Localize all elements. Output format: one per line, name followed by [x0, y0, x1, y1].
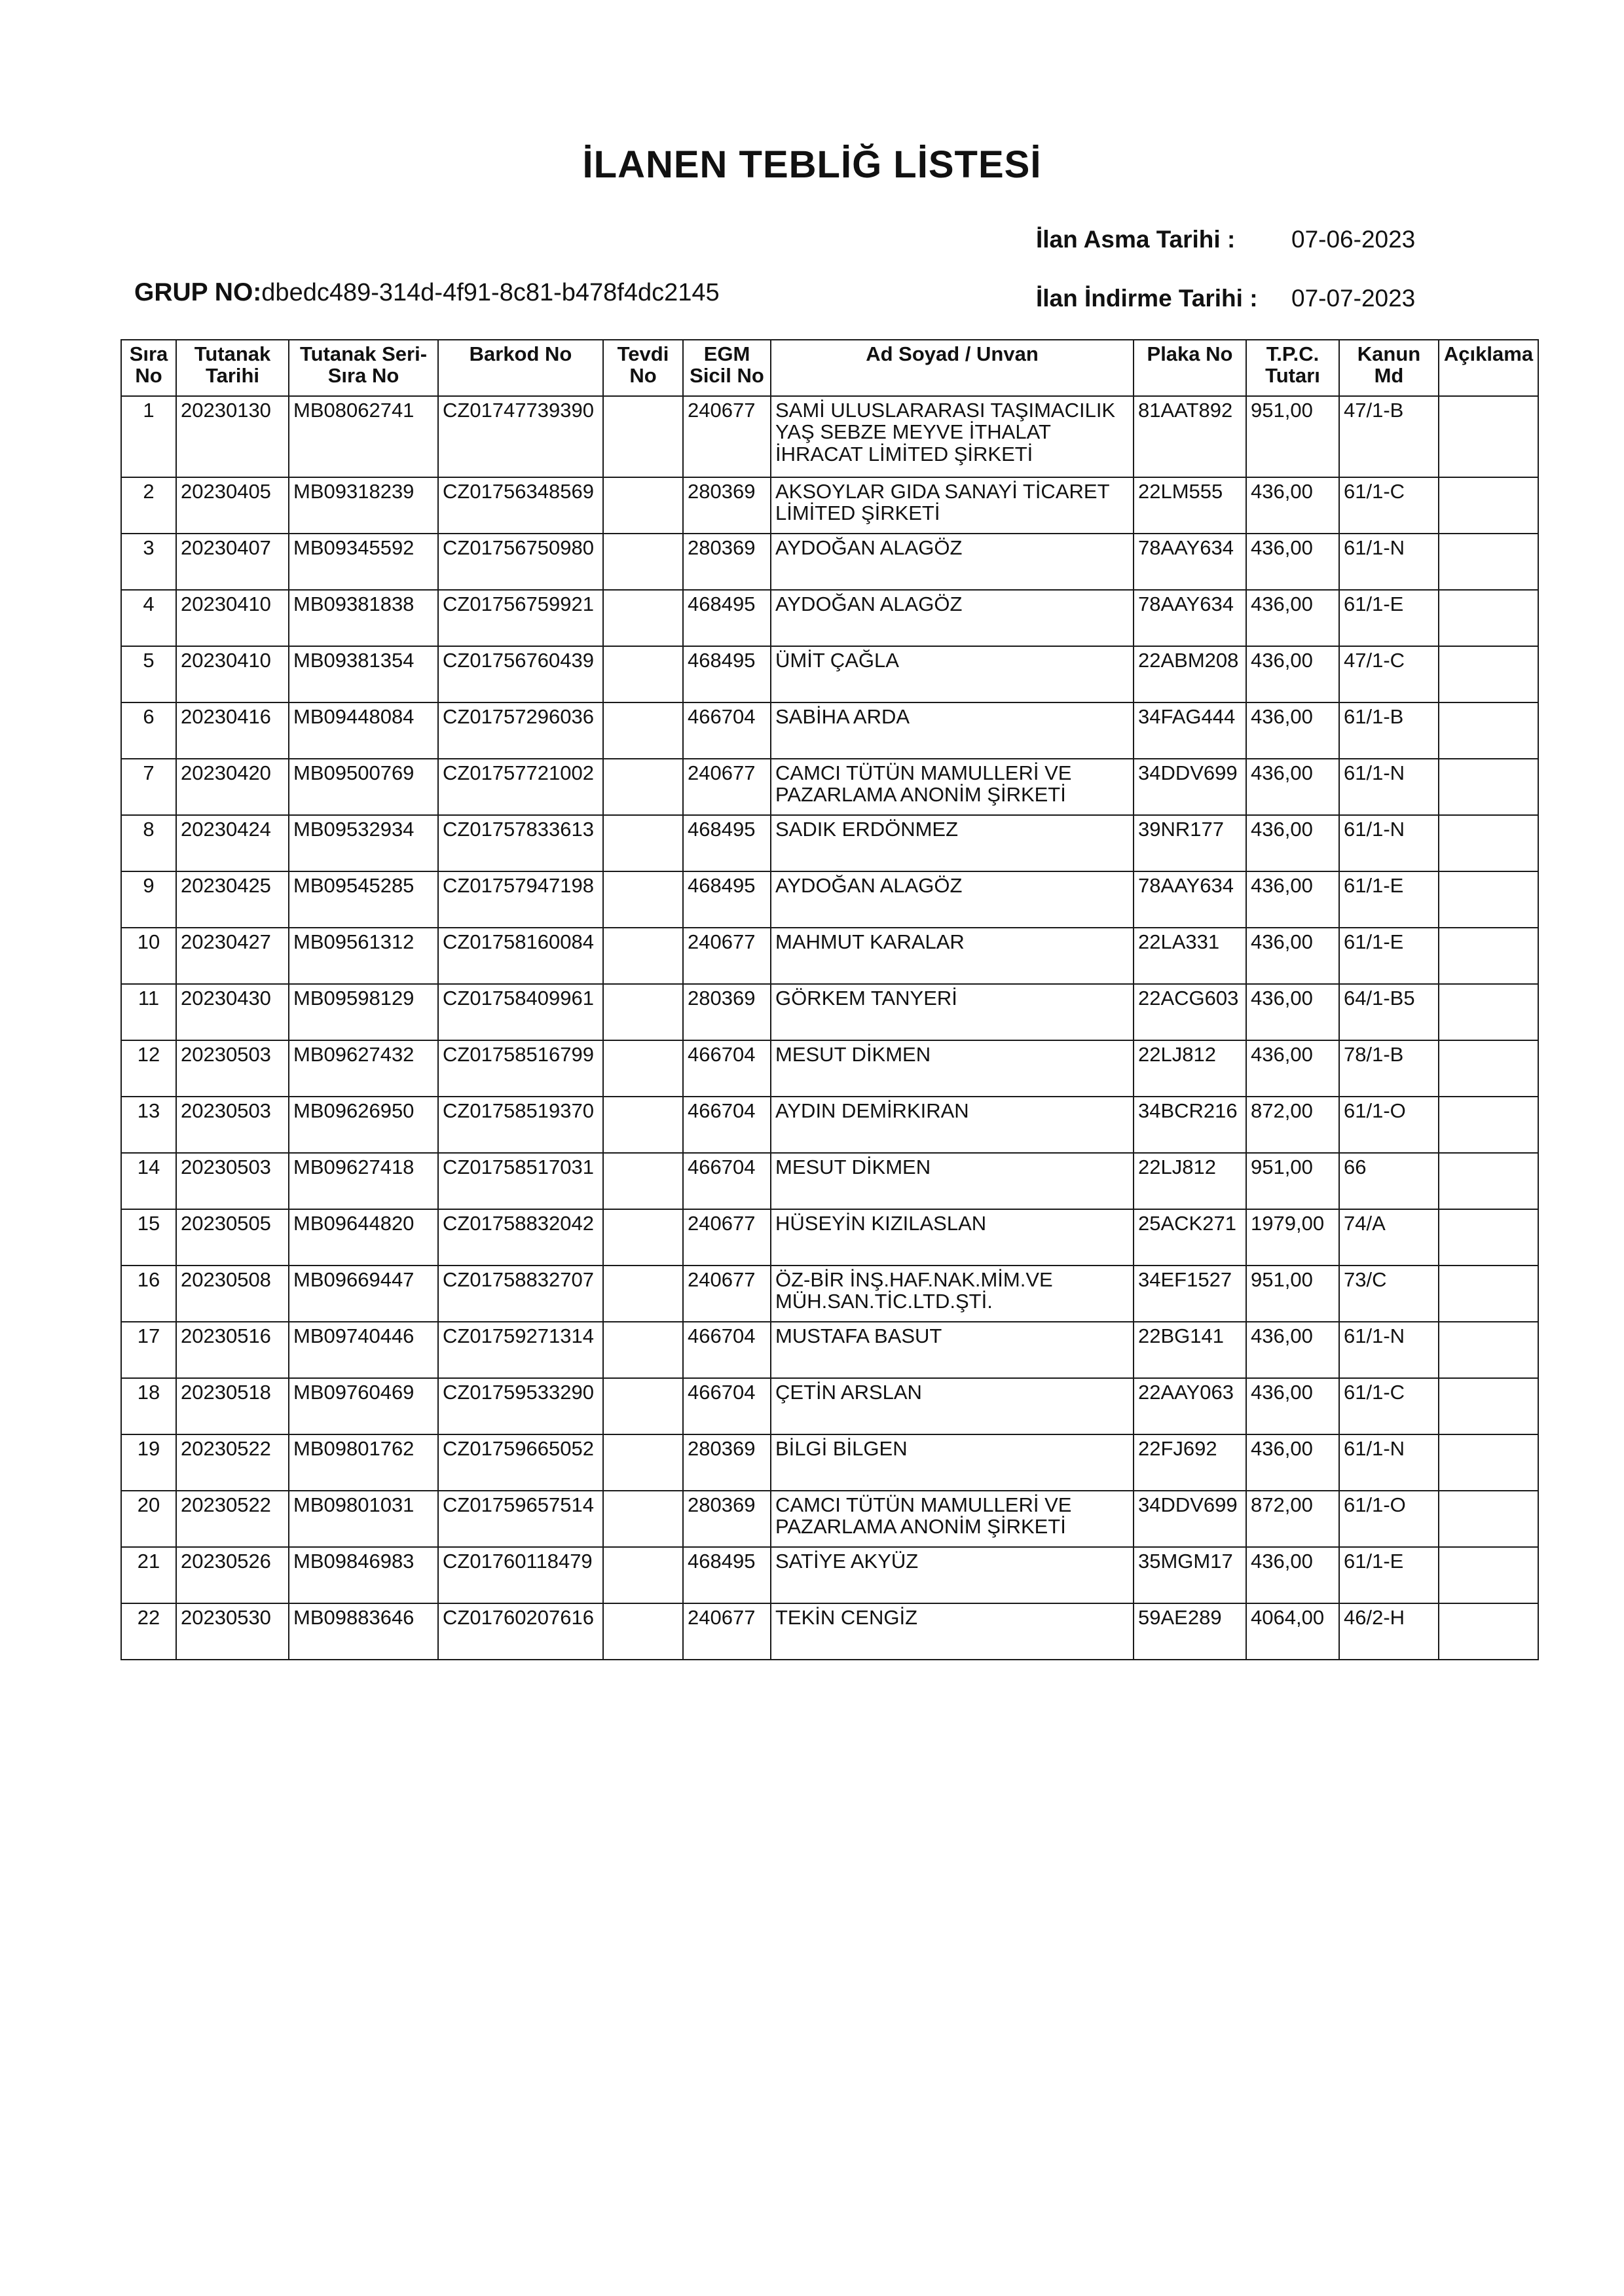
- cell-sira: 7: [121, 759, 176, 815]
- cell-seri: MB09318239: [289, 477, 438, 534]
- cell-plaka: 22AAY063: [1134, 1378, 1246, 1434]
- cell-egm: 468495: [683, 871, 771, 928]
- cell-seri: MB09561312: [289, 928, 438, 984]
- cell-kanun: 61/1-O: [1339, 1491, 1439, 1547]
- cell-egm: 240677: [683, 1266, 771, 1322]
- cell-kanun: 61/1-N: [1339, 534, 1439, 590]
- cell-kanun: 61/1-C: [1339, 1378, 1439, 1434]
- cell-tarih: 20230503: [176, 1153, 289, 1209]
- cell-tpc: 436,00: [1246, 702, 1339, 759]
- cell-tevdi: [603, 759, 683, 815]
- cell-plaka: 39NR177: [1134, 815, 1246, 871]
- cell-tarih: 20230405: [176, 477, 289, 534]
- col-header-egm: EGM Sicil No: [683, 340, 771, 396]
- cell-plaka: 81AAT892: [1134, 396, 1246, 477]
- table-row: [121, 871, 1538, 928]
- cell-tpc: 872,00: [1246, 1097, 1339, 1153]
- cell-aciklama: [1439, 1603, 1538, 1660]
- cell-tpc: 436,00: [1246, 646, 1339, 702]
- cell-barkod: CZ01758409961: [438, 984, 603, 1040]
- indirme-date-value: 07-07-2023: [1291, 285, 1416, 312]
- cell-aciklama: [1439, 702, 1538, 759]
- cell-tpc: 951,00: [1246, 396, 1339, 477]
- cell-aciklama: [1439, 1266, 1538, 1322]
- cell-sira: 12: [121, 1040, 176, 1097]
- cell-sira: 1: [121, 396, 176, 477]
- cell-tevdi: [603, 1603, 683, 1660]
- cell-tpc: 436,00: [1246, 871, 1339, 928]
- cell-ad: AYDIN DEMİRKIRAN: [771, 1097, 1134, 1153]
- cell-plaka: 78AAY634: [1134, 590, 1246, 646]
- cell-kanun: 61/1-N: [1339, 759, 1439, 815]
- cell-tpc: 436,00: [1246, 984, 1339, 1040]
- cell-aciklama: [1439, 1434, 1538, 1491]
- cell-tarih: 20230526: [176, 1547, 289, 1603]
- cell-tevdi: [603, 815, 683, 871]
- cell-tpc: 951,00: [1246, 1153, 1339, 1209]
- cell-ad: HÜSEYİN KIZILASLAN: [771, 1209, 1134, 1266]
- cell-ad: MESUT DİKMEN: [771, 1040, 1134, 1097]
- cell-sira: 9: [121, 871, 176, 928]
- cell-egm: 240677: [683, 759, 771, 815]
- cell-kanun: 61/1-N: [1339, 1434, 1439, 1491]
- cell-ad: SATİYE AKYÜZ: [771, 1547, 1134, 1603]
- cell-sira: 16: [121, 1266, 176, 1322]
- cell-aciklama: [1439, 1547, 1538, 1603]
- cell-tevdi: [603, 1547, 683, 1603]
- cell-barkod: CZ01758517031: [438, 1153, 603, 1209]
- cell-egm: 468495: [683, 815, 771, 871]
- cell-tarih: 20230508: [176, 1266, 289, 1322]
- cell-seri: MB09532934: [289, 815, 438, 871]
- cell-ad: MAHMUT KARALAR: [771, 928, 1134, 984]
- cell-tevdi: [603, 590, 683, 646]
- cell-tevdi: [603, 1434, 683, 1491]
- cell-tarih: 20230427: [176, 928, 289, 984]
- cell-ad: BİLGİ BİLGEN: [771, 1434, 1134, 1491]
- cell-sira: 4: [121, 590, 176, 646]
- cell-aciklama: [1439, 590, 1538, 646]
- cell-seri: MB09740446: [289, 1322, 438, 1378]
- cell-tpc: 1979,00: [1246, 1209, 1339, 1266]
- cell-kanun: 61/1-N: [1339, 815, 1439, 871]
- cell-tevdi: [603, 928, 683, 984]
- cell-aciklama: [1439, 984, 1538, 1040]
- cell-tevdi: [603, 477, 683, 534]
- table-row: [121, 815, 1538, 871]
- cell-aciklama: [1439, 646, 1538, 702]
- cell-tarih: 20230518: [176, 1378, 289, 1434]
- cell-ad: GÖRKEM TANYERİ: [771, 984, 1134, 1040]
- cell-plaka: 34FAG444: [1134, 702, 1246, 759]
- cell-sira: 10: [121, 928, 176, 984]
- cell-kanun: 61/1-E: [1339, 590, 1439, 646]
- cell-barkod: CZ01757296036: [438, 702, 603, 759]
- cell-egm: 466704: [683, 702, 771, 759]
- cell-aciklama: [1439, 1153, 1538, 1209]
- cell-kanun: 78/1-B: [1339, 1040, 1439, 1097]
- cell-sira: 19: [121, 1434, 176, 1491]
- cell-seri: MB09644820: [289, 1209, 438, 1266]
- cell-seri: MB09801762: [289, 1434, 438, 1491]
- table-row: [121, 534, 1538, 590]
- table-row: [121, 646, 1538, 702]
- cell-kanun: 47/1-B: [1339, 396, 1439, 477]
- cell-ad: MUSTAFA BASUT: [771, 1322, 1134, 1378]
- indirme-date-label: İlan İndirme Tarihi :: [1036, 285, 1258, 312]
- cell-sira: 6: [121, 702, 176, 759]
- cell-seri: MB09598129: [289, 984, 438, 1040]
- cell-egm: 240677: [683, 396, 771, 477]
- cell-kanun: 74/A: [1339, 1209, 1439, 1266]
- cell-plaka: 22LA331: [1134, 928, 1246, 984]
- cell-sira: 20: [121, 1491, 176, 1547]
- cell-kanun: 46/2-H: [1339, 1603, 1439, 1660]
- cell-barkod: CZ01756759921: [438, 590, 603, 646]
- col-header-kanun: Kanun Md: [1339, 340, 1439, 396]
- cell-egm: 280369: [683, 534, 771, 590]
- group-number-label: GRUP NO:: [134, 278, 262, 306]
- table-header-row: [121, 340, 1538, 396]
- table-row: [121, 984, 1538, 1040]
- cell-kanun: 66: [1339, 1153, 1439, 1209]
- cell-aciklama: [1439, 1322, 1538, 1378]
- cell-barkod: CZ01756750980: [438, 534, 603, 590]
- cell-plaka: 25ACK271: [1134, 1209, 1246, 1266]
- cell-egm: 240677: [683, 1209, 771, 1266]
- cell-tevdi: [603, 1491, 683, 1547]
- cell-kanun: 61/1-C: [1339, 477, 1439, 534]
- cell-egm: 466704: [683, 1040, 771, 1097]
- cell-seri: MB09846983: [289, 1547, 438, 1603]
- cell-barkod: CZ01759271314: [438, 1322, 603, 1378]
- cell-egm: 466704: [683, 1097, 771, 1153]
- table-row: [121, 1266, 1538, 1322]
- col-header-sira: Sıra No: [121, 340, 176, 396]
- cell-tevdi: [603, 702, 683, 759]
- col-header-ad: Ad Soyad / Unvan: [771, 340, 1134, 396]
- cell-sira: 2: [121, 477, 176, 534]
- cell-egm: 466704: [683, 1153, 771, 1209]
- cell-kanun: 61/1-E: [1339, 1547, 1439, 1603]
- cell-egm: 466704: [683, 1378, 771, 1434]
- cell-seri: MB09448084: [289, 702, 438, 759]
- cell-aciklama: [1439, 1209, 1538, 1266]
- cell-aciklama: [1439, 396, 1538, 477]
- table-row: [121, 1603, 1538, 1660]
- col-header-aciklama: Açıklama: [1439, 340, 1538, 396]
- cell-egm: 280369: [683, 984, 771, 1040]
- cell-sira: 21: [121, 1547, 176, 1603]
- cell-tarih: 20230522: [176, 1434, 289, 1491]
- cell-kanun: 61/1-E: [1339, 871, 1439, 928]
- cell-tpc: 436,00: [1246, 1378, 1339, 1434]
- cell-sira: 15: [121, 1209, 176, 1266]
- col-header-plaka: Plaka No: [1134, 340, 1246, 396]
- cell-plaka: 22LJ812: [1134, 1153, 1246, 1209]
- asma-date-label: İlan Asma Tarihi :: [1036, 226, 1236, 253]
- table-row: [121, 1209, 1538, 1266]
- cell-ad: AKSOYLAR GIDA SANAYİ TİCARET LİMİTED ŞİRKETİ: [771, 477, 1134, 534]
- cell-seri: MB09345592: [289, 534, 438, 590]
- cell-plaka: 34BCR216: [1134, 1097, 1246, 1153]
- cell-tarih: 20230516: [176, 1322, 289, 1378]
- cell-egm: 466704: [683, 1322, 771, 1378]
- cell-tarih: 20230407: [176, 534, 289, 590]
- cell-tpc: 436,00: [1246, 477, 1339, 534]
- indirme-date-row: [1036, 285, 1416, 312]
- cell-tarih: 20230410: [176, 646, 289, 702]
- table-row: [121, 1491, 1538, 1547]
- cell-tpc: 4064,00: [1246, 1603, 1339, 1660]
- cell-plaka: 78AAY634: [1134, 871, 1246, 928]
- cell-ad: AYDOĞAN ALAGÖZ: [771, 590, 1134, 646]
- cell-barkod: CZ01760207616: [438, 1603, 603, 1660]
- cell-barkod: CZ01760118479: [438, 1547, 603, 1603]
- cell-kanun: 61/1-B: [1339, 702, 1439, 759]
- cell-aciklama: [1439, 1378, 1538, 1434]
- cell-tevdi: [603, 646, 683, 702]
- cell-barkod: CZ01756348569: [438, 477, 603, 534]
- cell-aciklama: [1439, 759, 1538, 815]
- cell-tevdi: [603, 984, 683, 1040]
- cell-aciklama: [1439, 477, 1538, 534]
- cell-tarih: 20230430: [176, 984, 289, 1040]
- cell-aciklama: [1439, 928, 1538, 984]
- col-header-seri: Tutanak Seri- Sıra No: [289, 340, 438, 396]
- cell-egm: 280369: [683, 1491, 771, 1547]
- cell-plaka: 78AAY634: [1134, 534, 1246, 590]
- cell-kanun: 64/1-B5: [1339, 984, 1439, 1040]
- cell-tpc: 436,00: [1246, 928, 1339, 984]
- cell-kanun: 61/1-E: [1339, 928, 1439, 984]
- cell-tpc: 436,00: [1246, 815, 1339, 871]
- table-row: [121, 928, 1538, 984]
- cell-barkod: CZ01756760439: [438, 646, 603, 702]
- cell-tpc: 436,00: [1246, 590, 1339, 646]
- table-row: [121, 590, 1538, 646]
- table-row: [121, 759, 1538, 815]
- cell-egm: 468495: [683, 646, 771, 702]
- cell-seri: MB09500769: [289, 759, 438, 815]
- cell-barkod: CZ01747739390: [438, 396, 603, 477]
- table-row: [121, 1434, 1538, 1491]
- cell-tarih: 20230425: [176, 871, 289, 928]
- cell-egm: 280369: [683, 1434, 771, 1491]
- cell-ad: TEKİN CENGİZ: [771, 1603, 1134, 1660]
- cell-ad: SAMİ ULUSLARARASI TAŞIMACILIK YAŞ SEBZE MEYVE İTHALAT İHRACAT LİMİTED ŞİRKETİ: [771, 396, 1134, 477]
- cell-ad: CAMCI TÜTÜN MAMULLERİ VE PAZARLAMA ANONİM ŞİRKETİ: [771, 759, 1134, 815]
- cell-tpc: 436,00: [1246, 534, 1339, 590]
- notification-table: [120, 339, 1539, 1660]
- cell-sira: 5: [121, 646, 176, 702]
- cell-egm: 468495: [683, 590, 771, 646]
- cell-tpc: 436,00: [1246, 1040, 1339, 1097]
- cell-plaka: 59AE289: [1134, 1603, 1246, 1660]
- cell-seri: MB09801031: [289, 1491, 438, 1547]
- cell-ad: ÇETİN ARSLAN: [771, 1378, 1134, 1434]
- cell-barkod: CZ01758832042: [438, 1209, 603, 1266]
- cell-plaka: 22BG141: [1134, 1322, 1246, 1378]
- table-row: [121, 1378, 1538, 1434]
- cell-seri: MB09627418: [289, 1153, 438, 1209]
- cell-barkod: CZ01757833613: [438, 815, 603, 871]
- cell-aciklama: [1439, 1491, 1538, 1547]
- cell-tpc: 872,00: [1246, 1491, 1339, 1547]
- cell-sira: 17: [121, 1322, 176, 1378]
- cell-barkod: CZ01759533290: [438, 1378, 603, 1434]
- cell-ad: CAMCI TÜTÜN MAMULLERİ VE PAZARLAMA ANONİM ŞİRKETİ: [771, 1491, 1134, 1547]
- cell-tevdi: [603, 1266, 683, 1322]
- cell-kanun: 61/1-N: [1339, 1322, 1439, 1378]
- asma-date-value: 07-06-2023: [1291, 226, 1416, 253]
- col-header-tevdi: Tevdi No: [603, 340, 683, 396]
- cell-plaka: 22FJ692: [1134, 1434, 1246, 1491]
- cell-sira: 11: [121, 984, 176, 1040]
- col-header-tutanak-tarihi: Tutanak Tarihi: [176, 340, 289, 396]
- cell-barkod: CZ01759657514: [438, 1491, 603, 1547]
- table-row: [121, 477, 1538, 534]
- table-row: [121, 396, 1538, 477]
- cell-seri: MB08062741: [289, 396, 438, 477]
- cell-seri: MB09545285: [289, 871, 438, 928]
- cell-plaka: 34DDV699: [1134, 759, 1246, 815]
- cell-barkod: CZ01758516799: [438, 1040, 603, 1097]
- cell-aciklama: [1439, 815, 1538, 871]
- cell-kanun: 73/C: [1339, 1266, 1439, 1322]
- cell-tarih: 20230522: [176, 1491, 289, 1547]
- cell-plaka: 22LM555: [1134, 477, 1246, 534]
- cell-plaka: 34EF1527: [1134, 1266, 1246, 1322]
- cell-tpc: 436,00: [1246, 1547, 1339, 1603]
- cell-tarih: 20230530: [176, 1603, 289, 1660]
- cell-egm: 240677: [683, 1603, 771, 1660]
- cell-plaka: 22ACG603: [1134, 984, 1246, 1040]
- cell-tevdi: [603, 1097, 683, 1153]
- cell-tevdi: [603, 534, 683, 590]
- table-row: [121, 1547, 1538, 1603]
- cell-seri: MB09883646: [289, 1603, 438, 1660]
- cell-seri: MB09626950: [289, 1097, 438, 1153]
- cell-tevdi: [603, 1322, 683, 1378]
- cell-barkod: CZ01758519370: [438, 1097, 603, 1153]
- cell-seri: MB09381838: [289, 590, 438, 646]
- cell-aciklama: [1439, 871, 1538, 928]
- cell-aciklama: [1439, 1040, 1538, 1097]
- cell-tarih: 20230420: [176, 759, 289, 815]
- cell-sira: 8: [121, 815, 176, 871]
- cell-tarih: 20230130: [176, 396, 289, 477]
- cell-tpc: 436,00: [1246, 759, 1339, 815]
- cell-seri: MB09627432: [289, 1040, 438, 1097]
- cell-kanun: 61/1-O: [1339, 1097, 1439, 1153]
- cell-tarih: 20230505: [176, 1209, 289, 1266]
- cell-egm: 468495: [683, 1547, 771, 1603]
- table-row: [121, 1153, 1538, 1209]
- cell-plaka: 22ABM208: [1134, 646, 1246, 702]
- cell-tpc: 436,00: [1246, 1322, 1339, 1378]
- cell-sira: 18: [121, 1378, 176, 1434]
- cell-plaka: 34DDV699: [1134, 1491, 1246, 1547]
- cell-tevdi: [603, 396, 683, 477]
- cell-plaka: 22LJ812: [1134, 1040, 1246, 1097]
- cell-tarih: 20230410: [176, 590, 289, 646]
- cell-tarih: 20230424: [176, 815, 289, 871]
- cell-barkod: CZ01758160084: [438, 928, 603, 984]
- cell-tarih: 20230503: [176, 1040, 289, 1097]
- cell-ad: ÖZ-BİR İNŞ.HAF.NAK.MİM.VE MÜH.SAN.TİC.LTD.ŞTİ.: [771, 1266, 1134, 1322]
- asma-date-row: [1036, 226, 1416, 253]
- cell-ad: AYDOĞAN ALAGÖZ: [771, 534, 1134, 590]
- cell-tevdi: [603, 1153, 683, 1209]
- table-row: [121, 1322, 1538, 1378]
- cell-seri: MB09669447: [289, 1266, 438, 1322]
- page-title: İLANEN TEBLİĞ LİSTESİ: [582, 143, 1042, 186]
- cell-ad: SADIK ERDÖNMEZ: [771, 815, 1134, 871]
- cell-seri: MB09760469: [289, 1378, 438, 1434]
- cell-sira: 14: [121, 1153, 176, 1209]
- cell-sira: 13: [121, 1097, 176, 1153]
- cell-ad: AYDOĞAN ALAGÖZ: [771, 871, 1134, 928]
- cell-tpc: 436,00: [1246, 1434, 1339, 1491]
- cell-tevdi: [603, 1040, 683, 1097]
- cell-barkod: CZ01758832707: [438, 1266, 603, 1322]
- cell-kanun: 47/1-C: [1339, 646, 1439, 702]
- cell-ad: ÜMİT ÇAĞLA: [771, 646, 1134, 702]
- cell-aciklama: [1439, 534, 1538, 590]
- cell-barkod: CZ01757947198: [438, 871, 603, 928]
- cell-ad: SABİHA ARDA: [771, 702, 1134, 759]
- table-row: [121, 1097, 1538, 1153]
- cell-tarih: 20230416: [176, 702, 289, 759]
- cell-seri: MB09381354: [289, 646, 438, 702]
- cell-barkod: CZ01759665052: [438, 1434, 603, 1491]
- cell-sira: 22: [121, 1603, 176, 1660]
- col-header-tpc: T.P.C. Tutarı: [1246, 340, 1339, 396]
- cell-ad: MESUT DİKMEN: [771, 1153, 1134, 1209]
- cell-tevdi: [603, 1209, 683, 1266]
- cell-tarih: 20230503: [176, 1097, 289, 1153]
- cell-barkod: CZ01757721002: [438, 759, 603, 815]
- cell-aciklama: [1439, 1097, 1538, 1153]
- table-row: [121, 702, 1538, 759]
- cell-tevdi: [603, 871, 683, 928]
- cell-egm: 280369: [683, 477, 771, 534]
- cell-plaka: 35MGM17: [1134, 1547, 1246, 1603]
- group-number-row: [134, 278, 720, 307]
- cell-egm: 240677: [683, 928, 771, 984]
- table-row: [121, 1040, 1538, 1097]
- cell-tpc: 951,00: [1246, 1266, 1339, 1322]
- col-header-barkod: Barkod No: [438, 340, 603, 396]
- group-number-value: dbedc489-314d-4f91-8c81-b478f4dc2145: [261, 279, 720, 306]
- cell-sira: 3: [121, 534, 176, 590]
- cell-tevdi: [603, 1378, 683, 1434]
